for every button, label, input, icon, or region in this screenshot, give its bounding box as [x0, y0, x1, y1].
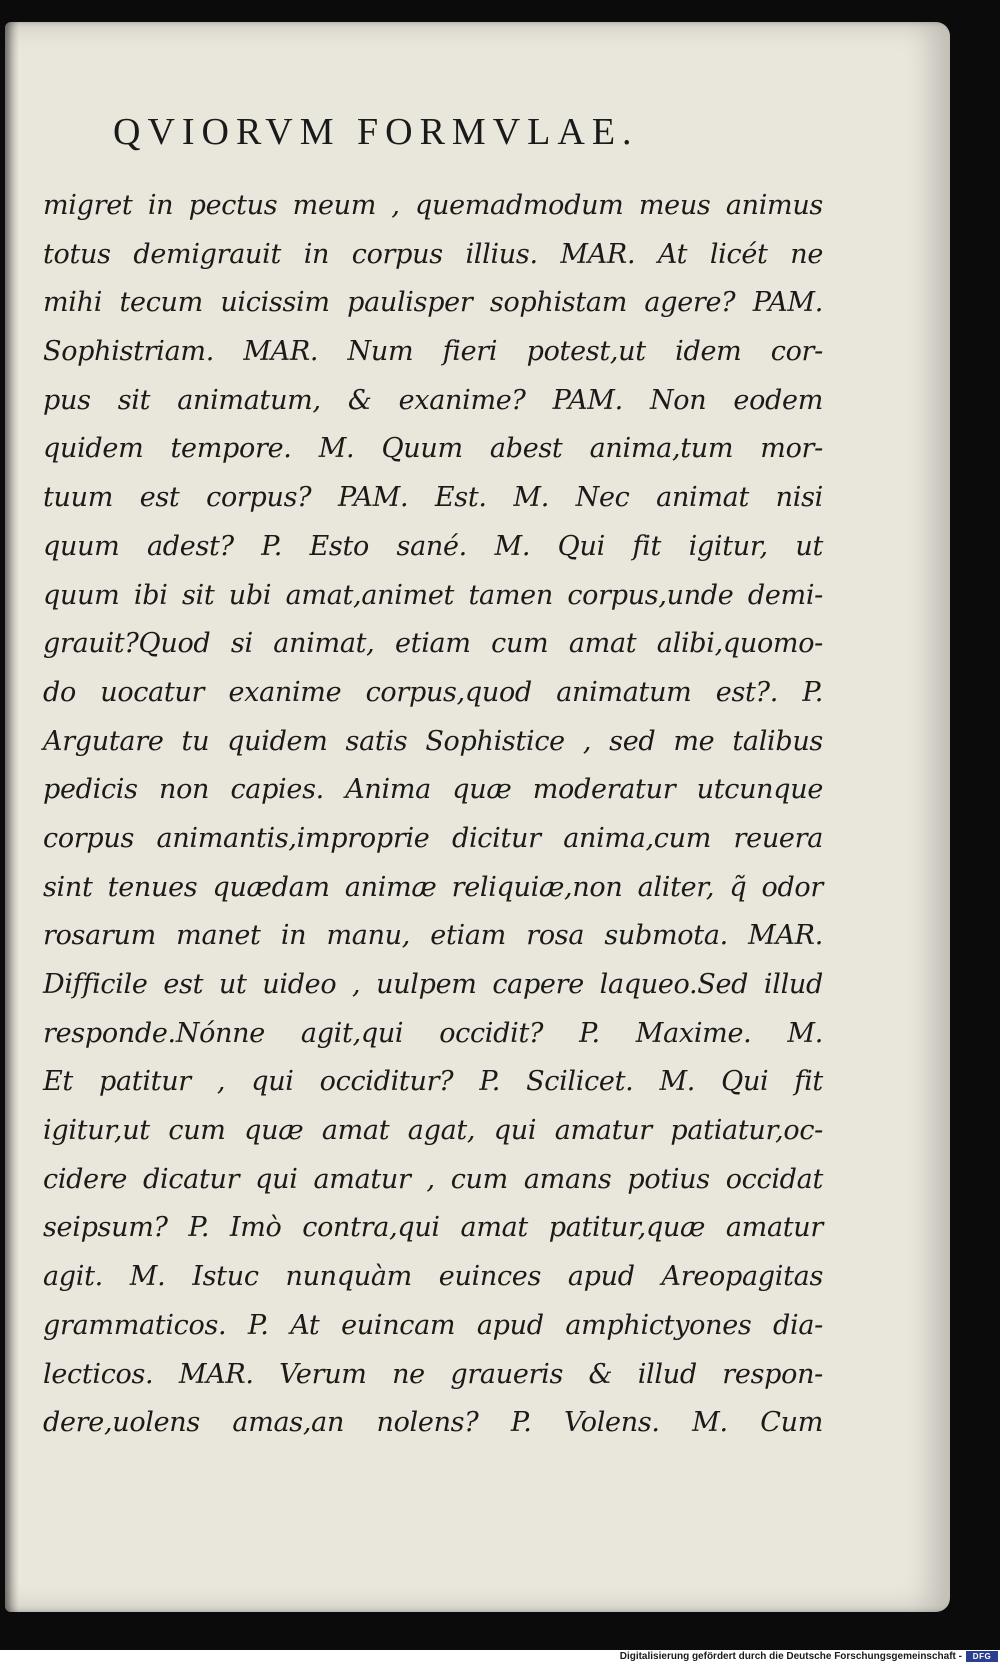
- text-line: agit. M. Istuc nunquàm euinces apud Areopagitas: [43, 1261, 823, 1293]
- text-line: migret in pectus meum , quemadmodum meus animus: [43, 190, 823, 221]
- text-line: corpus animantis,improprie dicitur anima,cum reuera: [43, 822, 823, 854]
- text-line: quidem tempore. M. Quum abest anima,tum mor-: [43, 433, 823, 465]
- text-line: cidere dicatur qui amatur , cum amans potius occidat: [43, 1163, 823, 1195]
- text-line: quum adest? P. Esto sané. M. Qui fit igitur, ut: [43, 530, 823, 562]
- text-line: Et patitur , qui occiditur? P. Scilicet. M. Qui fit: [43, 1066, 823, 1098]
- text-line: quum ibi sit ubi amat,animet tamen corpus,unde demi-: [43, 579, 823, 611]
- text-line: tuum est corpus? PAM. Est. M. Nec animat nisi: [43, 482, 823, 514]
- text-line: Sophistriam. MAR. Num fieri potest,ut idem cor-: [43, 336, 823, 368]
- digitization-credit: Digitalisierung gefördert durch die Deutsche Forschungsgemeinschaft -: [619, 1651, 962, 1662]
- text-line: Argutare tu quidem satis Sophistice , sed me talibus: [43, 725, 823, 757]
- dfg-logo: DFG: [966, 1651, 998, 1662]
- text-line: do uocatur exanime corpus,quod animatum est?. P.: [43, 676, 823, 708]
- book-page: [5, 22, 950, 1612]
- text-line: igitur,ut cum quæ amat agat, qui amatur patiatur,oc-: [43, 1115, 823, 1147]
- text-line: pedicis non capies. Anima quæ moderatur utcunque: [43, 774, 823, 806]
- text-line: totus demigrauit in corpus illius. MAR. At licét ne: [43, 238, 823, 270]
- text-line: lecticos. MAR. Verum ne graueris & illud respon-: [43, 1358, 823, 1390]
- text-line: seipsum? P. Imò contra,qui amat patitur,quæ amatur: [43, 1212, 823, 1244]
- text-line: Difficile est ut uideo , uulpem capere laqueo.Sed illud: [43, 969, 823, 1000]
- running-header: QVIORVM FORMVLAE.: [113, 111, 639, 153]
- text-line: grauit?Quod si animat, etiam cum amat alibi,quomo-: [43, 628, 823, 660]
- body-text: [43, 182, 823, 1448]
- text-line: dere,uolens amas,an nolens? P. Volens. M. Cum: [43, 1407, 823, 1439]
- text-line: rosarum manet in manu, etiam rosa submota. MAR.: [43, 920, 823, 952]
- text-line: pus sit animatum, & exanime? PAM. Non eodem: [43, 384, 823, 416]
- text-line: sint tenues quædam animæ reliquiæ,non aliter, q̃ odor: [43, 871, 823, 903]
- text-line: responde.Nónne agit,qui occidit? P. Maxime. M.: [43, 1017, 823, 1049]
- text-line: mihi tecum uicissim paulisper sophistam agere? PAM.: [43, 287, 823, 319]
- text-line: grammaticos. P. At euincam apud amphictyones dia-: [43, 1309, 823, 1341]
